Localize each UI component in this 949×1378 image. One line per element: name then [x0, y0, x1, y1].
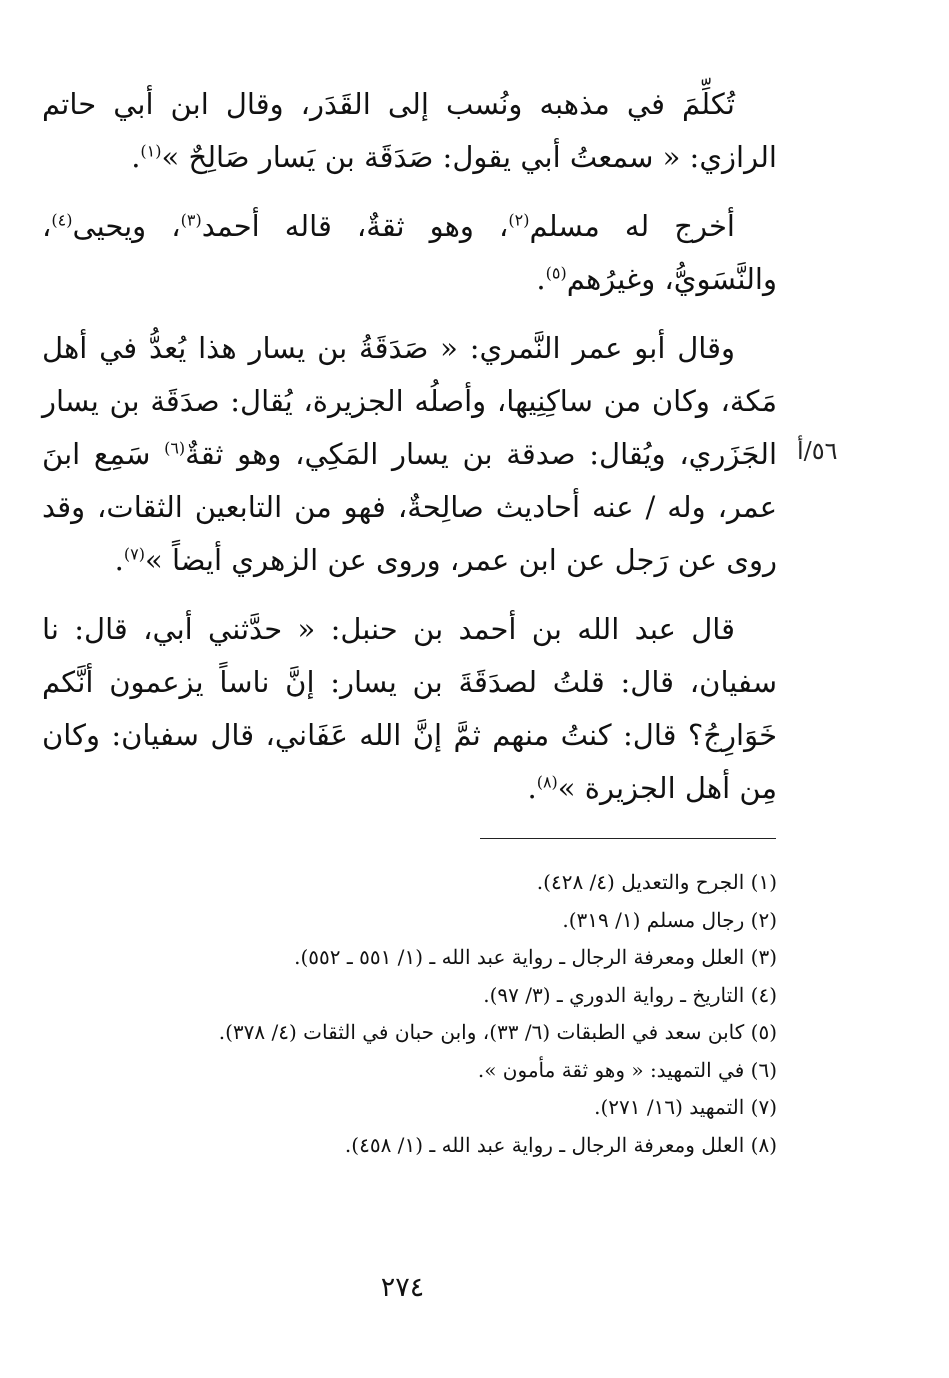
page-number: ٢٧٤	[380, 1272, 425, 1303]
footnote-item: (٥) كابن سعد في الطبقات (٦/ ٣٣)، وابن حبان في الثقات (٤/ ٣٧٨).	[218, 1020, 777, 1044]
footnote-reference: (٦)	[164, 438, 186, 458]
paragraph-text: ، وهو ثقةٌ، قاله أحمد	[201, 209, 509, 243]
footnote-reference: (٧)	[123, 544, 145, 564]
footnote-item: (٦) في التمهيد: « وهو ثقة مأمون ».	[477, 1057, 777, 1082]
paragraph-text: ، ويحيى	[72, 209, 181, 243]
footnote-reference: (٢)	[508, 210, 530, 230]
body-paragraph	[42, 322, 777, 587]
paragraph-text: سَمِع ابنَ عمر، وله / عنه أحاديث صالِحةٌ، فهو من التابعين الثقات، وقد روى عن رَجل عن ابن عمر، وروى عن الزهري أيضاً »	[42, 437, 777, 577]
footnote-item: (٢) رجال مسلم (١/ ٣١٩).	[562, 907, 777, 932]
footnote-reference: (٨)	[536, 772, 558, 792]
footnote-item: (٣) العلل ومعرفة الرجال ـ رواية عبد الله ـ (١/ ٥٥١ ـ ٥٥٢).	[294, 945, 777, 969]
paragraph-text: .	[527, 771, 537, 805]
footnote-reference: (٣)	[180, 210, 202, 230]
paragraph-text: تُكلِّمَ في مذهبه ونُسب إلى القَدَر، وقال ابن أبي حاتم الرازي: « سمعتُ أبي يقول: صَدَقَة بن يَسار صَالِحٌ »	[42, 87, 777, 174]
footnote-reference: (٤)	[51, 210, 73, 230]
body-paragraph	[42, 603, 777, 815]
footnotes-list	[42, 864, 777, 1164]
footnote-reference: (١)	[140, 141, 162, 161]
paragraph-text: .	[536, 262, 546, 296]
footnote-reference: (٥)	[545, 263, 567, 283]
paragraph-text: ، والنَّسَويُّ، وغيرُهم	[42, 209, 777, 296]
footnote-item: (٤) التاريخ ـ رواية الدوري ـ (٣/ ٩٧).	[483, 982, 777, 1007]
footnote-separator	[480, 838, 776, 839]
paragraph-text: أخرج له مسلم	[529, 209, 735, 243]
paragraph-text: .	[114, 543, 124, 577]
margin-folio-note: ٥٦/أ	[797, 437, 838, 465]
paragraph-text: قال عبد الله بن أحمد بن حنبل: « حدَّثني أبي، قال: نا سفيان، قال: قلتُ لصدَقَةَ بن يسار: إنَّ ناساً يزعمون أنَّكم خَوَارِجُ؟ قال: كنتُ منهم ثمَّ إنَّ الله عَفَاني، قال سفيان: وكان مِن أهل الجزيرة »	[42, 612, 777, 805]
paragraph-text: وقال أبو عمر النَّمري: « صَدَقَةُ بن يسار هذا يُعدُّ في أهل مَكة، وكان من ساكِنِيها، وأصلُه الجزيرة، يُقال: صدَقَة بن يسار الجَزَري، ويُقال: صدقة بن يسار المَكِي، وهو ثقةٌ	[42, 331, 778, 471]
body-paragraph	[42, 200, 777, 306]
body-paragraph	[42, 78, 777, 184]
footnote-item: (٧) التمهيد (١٦/ ٢٧١).	[594, 1095, 777, 1119]
footnote-item: (١) الجرح والتعديل (٤/ ٤٢٨).	[536, 870, 777, 894]
main-text	[42, 78, 777, 831]
paragraph-text: .	[131, 140, 141, 174]
footnote-item: (٨) العلل ومعرفة الرجال ـ رواية عبد الله ـ (١/ ٤٥٨).	[344, 1132, 777, 1157]
